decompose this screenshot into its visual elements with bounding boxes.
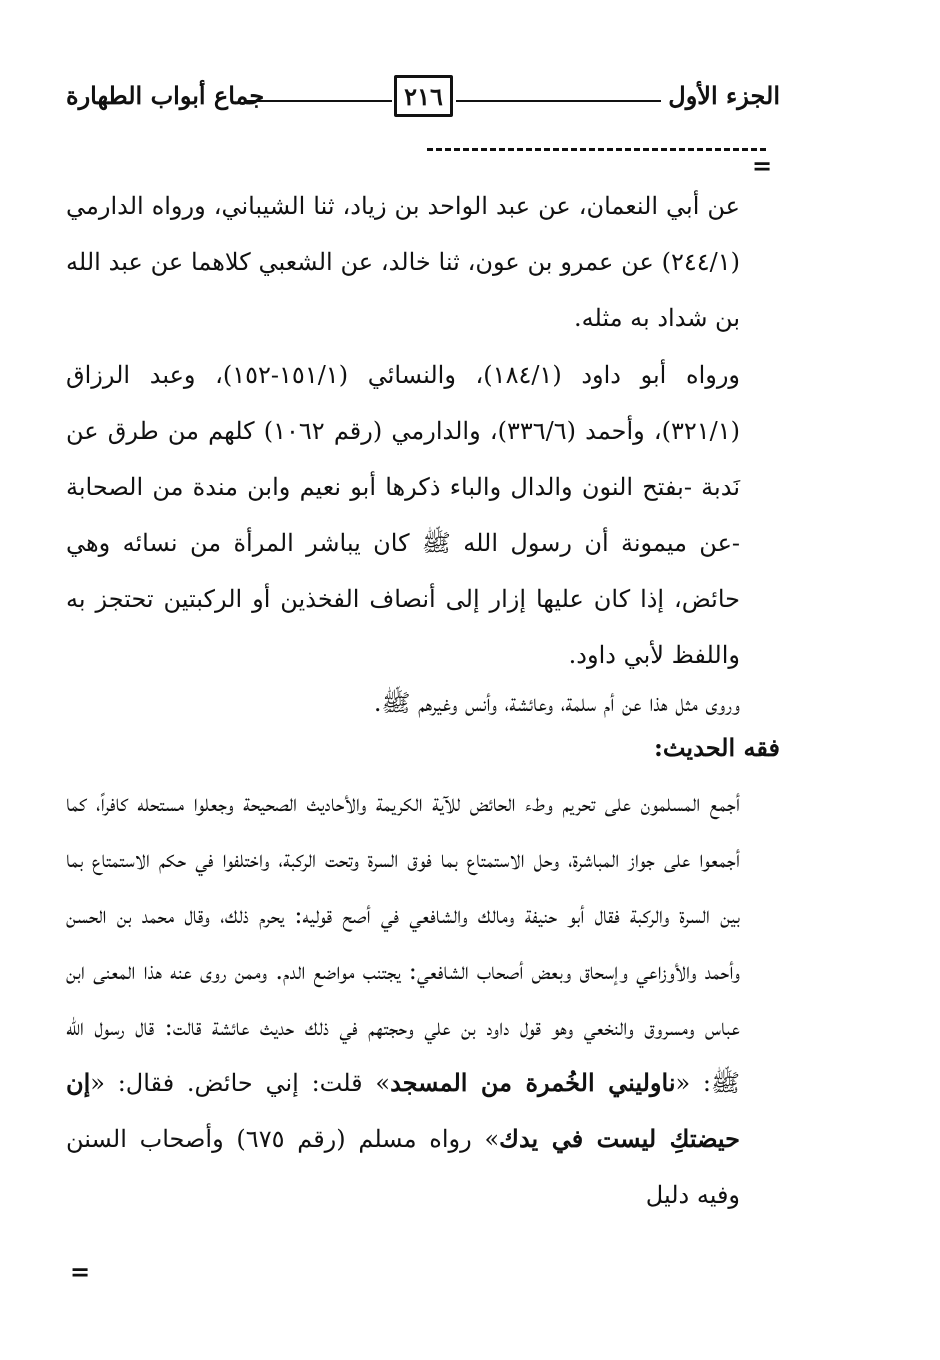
header-rule-right (456, 100, 661, 102)
hadith-quote-2: إن حيضتكِ ليست في يدك (66, 1068, 741, 1153)
page-number: ٢١٦ (394, 75, 453, 117)
paragraph-4-text-b: » قلت: إني حائض. فقال: « (90, 1069, 391, 1097)
footnote-separator (427, 148, 766, 151)
continuation-mark-top: = (752, 151, 773, 180)
running-header-chapter: جماع أبواب الطهارة (66, 81, 265, 110)
paragraph-4-text-c: » رواه مسلم (رقم ٦٧٥) وأصحاب السنن وفيه دليل (66, 1125, 740, 1209)
paragraph-4 (66, 775, 740, 1223)
paragraph-3: وروى مثل هذا عن أم سلمة، وعائشة، وأنس وغيرهم ﷺ. (373, 689, 740, 717)
header-rule-left (246, 100, 392, 102)
paragraph-4-text-a: أجمع المسلمون على تحريم وطء الحائض للآية الكريمة والأحاديث الصحيحة وجعلوا مستحله كافراً، كما أجمعوا على جواز المباشرة، وحل الاستمتاع بما فوق السرة وتحت الركبة، واختلفوا في حكم الاستمتاع بما بين السرة والركبة فقال أبو حنيفة ومالك والشافعي في أصح قوليه: يحرم ذلك، وقال محمد بن الحسن وأحمد والأوزاعي وإسحاق وبعض أصحاب الشافعي: يجتنب مواضع الدم. وممن روى عنه هذا المعنى ابن عباس ومسروق والنخعي وهو قول داود بن علي وحجتهم في ذلك حديث عائشة قالت: قال رسول الله ﷺ: « (66, 789, 740, 1097)
running-header-volume: الجزء الأول (668, 81, 780, 110)
paragraph-1: عن أبي النعمان، عن عبد الواحد بن زياد، ثنا الشيباني، ورواه الدارمي (٢٤٤/١) عن عمرو بن عون، ثنا خالد، عن الشعبي كلاهما عن عبد الله بن شداد به مثله. (66, 192, 740, 332)
section-heading: فقه الحديث: (653, 733, 780, 762)
paragraph-2: ورواه أبو داود (١٨٤/١)، والنسائي (١٥١/١-١٥٢)، وعبد الرزاق (٣٢١/١)، وأحمد (٣٣٦/٦)، والدارمي (رقم ١٠٦٢) كلهم من طرق عن نَدبة -بفتح النون والدال والباء ذكرها أبو نعيم وابن مندة من الصحابة -عن ميمونة أن رسول الله ﷺ كان يباشر المرأة من نسائه وهي حائض، إذا كان عليها إزار إلى أنصاف الفخذين أو الركبتين تحتجز به واللفظ لأبي داود. (66, 361, 741, 669)
continuation-mark-bottom: = (70, 1257, 91, 1286)
hadith-quote-1: ناوليني الخُمرة من المسجد (390, 1068, 676, 1097)
